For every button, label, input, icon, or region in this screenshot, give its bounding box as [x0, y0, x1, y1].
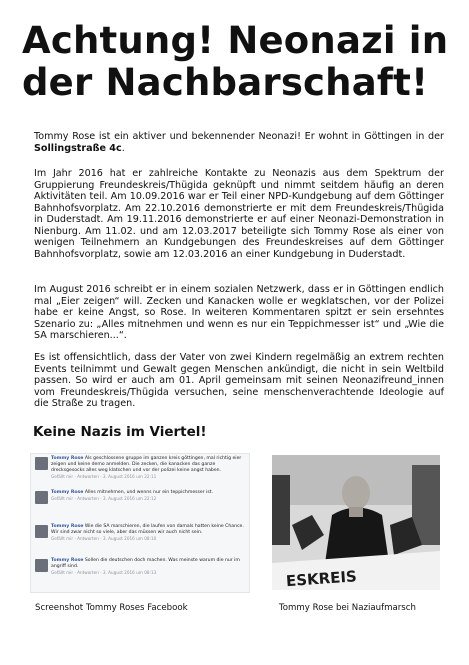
comment-meta: Gefällt mir · Antworten · 3. August 2016 um 22:12: [51, 496, 157, 501]
intro-end: .: [121, 142, 125, 154]
comment-meta: Gefällt mir · Antworten · 3. August 2016 um 22:11: [51, 474, 157, 479]
page-title: Achtung! Neonazi in der Nachbarschaft!: [22, 19, 449, 104]
comment-body: [51, 522, 249, 536]
caption-facebook: Screenshot Tommy Roses Facebook: [35, 603, 188, 613]
demonstration-photo: [272, 455, 440, 590]
subheading: Keine Nazis im Viertel!: [33, 424, 207, 440]
comment-meta: Gefällt mir · Antworten · 3. August 2016 um 08:10: [51, 536, 157, 541]
facebook-comment: [31, 522, 249, 556]
facebook-comment: [31, 488, 249, 522]
comment-body: [51, 488, 249, 496]
paragraph-activities: Im Jahr 2016 hat er zahlreiche Kontakte zu Neonazis aus dem Spektrum der Gruppierung Freundeskreis/Thügida geknüpft und nimmt seitdem häufig an deren Aktivitäten teil. Am 10.09.2016 war er Teil einer NPD-Kundgebung auf dem Göttinger Bahnhofsvorplatz. Am 22.10.2016 demonstrierte er mit dem Freundeskreis/Thügida in Duderstadt. Am 19.11.2016 demonstrierte er auf einer Neonazi-Demonstration in Nienburg. Am 11.02. und am 12.03.2017 beteiligte sich Tommy Rose als einer von wenigen Teilnehmern an Kundgebungen des Freundeskreises auf dem Göttinger Bahnhofsvorplatz, sowie am 12.03.2016 an einer Kundgebung in Duderstadt.: [34, 168, 444, 260]
comment-text: Sollen die deutschen doch machen. Was meinste warum die nur im angriff sind.: [51, 558, 240, 569]
comment-author: Tommy Rose: [51, 558, 84, 563]
avatar: [35, 491, 48, 504]
facebook-comment: [31, 556, 249, 590]
caption-photo: Tommy Rose bei Naziaufmarsch: [279, 603, 416, 613]
comment-author: Tommy Rose: [51, 490, 84, 495]
avatar: [35, 525, 48, 538]
facebook-screenshot: [30, 453, 250, 593]
avatar: [35, 559, 48, 572]
photo-illustration: [272, 455, 440, 590]
facebook-comment: [31, 454, 249, 488]
comment-meta: Gefällt mir · Antworten · 3. August 2016 um 08:13: [51, 570, 157, 575]
comment-text: Als geschlossene gruppe im ganzen kreis göttingen, mal richtig eier zeigen und keine demo anmelden. Die zecken, die kanacken das ganze drecksgesocks alles weg klatschen und vor der polizei keine angst haben.: [51, 456, 242, 473]
intro-paragraph: [34, 131, 444, 154]
comment-body: [51, 454, 249, 474]
comment-text: Alles mitnehmen, und wenns nur ein teppichmesser ist.: [84, 490, 214, 495]
paragraph-social-media: Im August 2016 schreibt er in einem sozialen Netzwerk, dass er in Göttingen endlich mal „Eier zeigen“ will. Zecken und Kanacken wolle er wegklatschen, vor der Polizei habe er keine Angst, so Rose. In weiteren Kommentaren spitzt er sein ersehntes Szenario zu: „Alles mitnehmen und wenn es nur ein Teppichmesser ist“ und „Wie die SA marschieren...“.: [34, 284, 444, 341]
avatar: [35, 457, 48, 470]
comment-author: Tommy Rose: [51, 456, 84, 461]
paragraph-conclusion: Es ist offensichtlich, dass der Vater von zwei Kindern regelmäßig an extrem rechten Events teilnimmt und Gewalt gegen Menschen ankündigt, die nicht in sein Weltbild passen. So wird er auch am 01. April gemeinsam mit seinen Neonazifreund_innen vom Freundeskreis/Thügida versuchen, seine menschenverachtende Ideologie auf die Straße zu tragen.: [34, 352, 444, 409]
street-address: Sollingstraße 4c: [34, 142, 122, 154]
comment-author: Tommy Rose: [51, 524, 84, 529]
banner-text: ESKREIS: [285, 567, 358, 590]
comment-text: Wie die SA marschieren, die laufen von damals hatten keine Chance. Wir sind zwar nicht so viele, aber das müssen wir auch nicht sein.: [51, 524, 244, 535]
intro-text: Tommy Rose ist ein aktiver und bekennender Neonazi! Er wohnt in Göttingen in der: [34, 131, 444, 142]
comment-body: [51, 556, 249, 570]
